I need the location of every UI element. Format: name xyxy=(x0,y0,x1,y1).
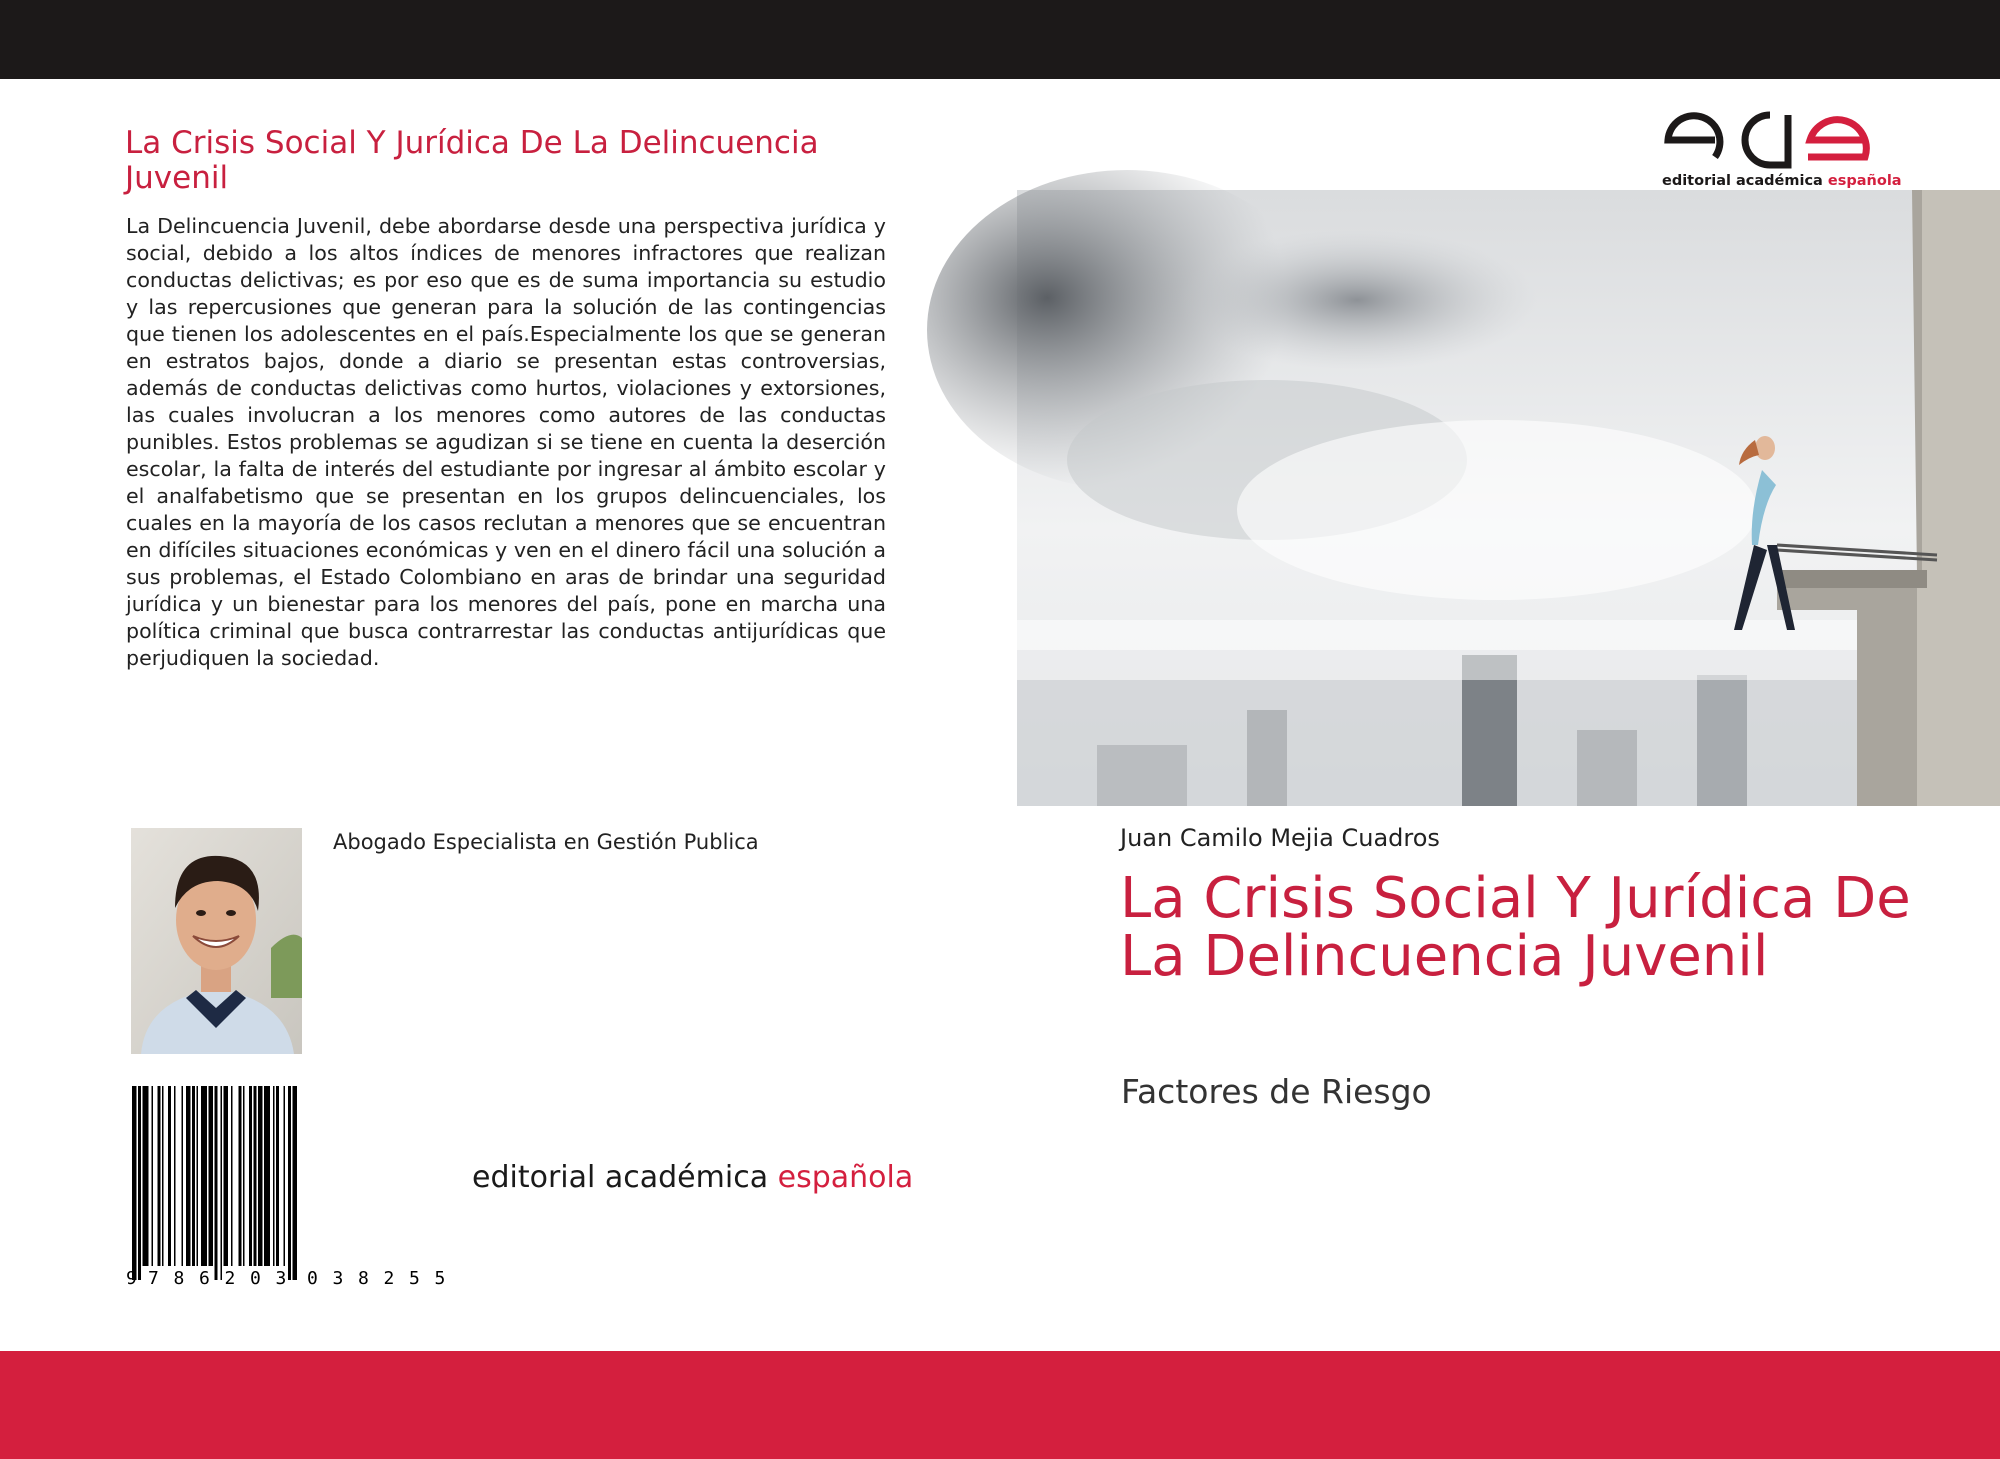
barcode-bar xyxy=(143,1086,149,1266)
barcode-bar xyxy=(249,1086,252,1266)
barcode-bar xyxy=(138,1086,141,1280)
isbn-digit: 5 xyxy=(434,1268,446,1289)
isbn-digit: 5 xyxy=(409,1268,420,1289)
barcode-bar xyxy=(276,1086,279,1266)
isbn-digit: 8 xyxy=(358,1268,369,1289)
barcode-bar xyxy=(264,1086,270,1266)
barcode-bar xyxy=(243,1086,245,1266)
barcode-bar xyxy=(273,1086,275,1266)
barcode-bar xyxy=(197,1086,199,1266)
barcode-bar xyxy=(132,1086,137,1280)
barcode-bar xyxy=(284,1086,286,1266)
barcode-bar xyxy=(231,1086,233,1266)
eae-logo xyxy=(1660,95,1902,190)
publisher-accent: española xyxy=(777,1160,914,1195)
front-author-name: Juan Camilo Mejia Cuadros xyxy=(1120,824,1440,852)
isbn-barcode xyxy=(126,1086,456,1289)
logo-caption-accent: española xyxy=(1827,173,1902,189)
isbn-digit: 3 xyxy=(332,1268,344,1289)
isbn-digit: 0 xyxy=(250,1268,261,1289)
back-cover-title: La Crisis Social Y Jurídica De La Delincuencia Juvenil xyxy=(125,125,819,196)
front-cover-title: La Crisis Social Y Jurídica De La Delincuencia Juvenil xyxy=(1120,866,1911,989)
bottom-bar xyxy=(0,1351,2000,1459)
barcode-bar xyxy=(192,1086,195,1266)
barcode-bar xyxy=(162,1086,164,1266)
barcode-bar xyxy=(254,1086,257,1266)
barcode-bar xyxy=(288,1086,291,1280)
barcode-bar xyxy=(221,1086,223,1280)
barcode-bar xyxy=(158,1086,161,1266)
front-cover-subtitle: Factores de Riesgo xyxy=(1121,1072,1432,1111)
isbn-digit: 7 xyxy=(148,1268,159,1289)
barcode-bar xyxy=(168,1086,171,1266)
barcode-bar xyxy=(201,1086,207,1266)
logo-caption-main: editorial académica xyxy=(1662,173,1823,189)
isbn-digit: 3 xyxy=(275,1268,287,1289)
barcode-bar xyxy=(174,1086,176,1266)
barcode-bar xyxy=(182,1086,184,1266)
isbn-digit: 0 xyxy=(307,1268,318,1289)
isbn-digit: 2 xyxy=(383,1268,395,1289)
publisher-wordmark xyxy=(472,1160,913,1195)
cover-photo xyxy=(1017,190,2000,806)
barcode-bar xyxy=(224,1086,229,1266)
isbn-digit: 6 xyxy=(199,1268,210,1289)
barcode-bar xyxy=(186,1086,191,1266)
svg-text:editorial académica españo xyxy=(1662,173,1902,189)
isbn-digit: 9 xyxy=(126,1268,137,1289)
barcode-bar xyxy=(209,1086,214,1266)
isbn-digit: 8 xyxy=(173,1268,185,1289)
barcode-bar xyxy=(239,1086,242,1266)
author-bio: Abogado Especialista en Gestión Publica xyxy=(333,830,759,854)
author-photo xyxy=(131,828,302,1054)
barcode-bar xyxy=(215,1086,218,1280)
barcode-bar xyxy=(258,1086,263,1266)
barcode-bar xyxy=(293,1086,298,1280)
publisher-main: editorial académica xyxy=(472,1160,769,1195)
back-cover-blurb: La Delincuencia Juvenil, debe abordarse desde una perspectiva jurídica y social, debido a los altos índices de menores infractores que realizan conductas delictivas; es por eso que es de suma importancia su estudio y las repercusiones que generan para la solución de las contingencias que tienen los adolescentes en el país.Especialmente los que se generan en estratos bajos, donde a diario se presentan estas controversias, además de conductas delictivas como hurtos, violaciones y extorsiones, las cuales involucran a los menores como autores de las conductas punibles. Estos problemas se agudizan si se tiene en cuenta la deserción escolar, la falta de interés del estudiante por ingresar al ámbito escolar y el analfabetismo que se presentan en los grupos delincuenciales, los cuales en la mayoría de los casos reclutan a menores que se encuentran en difíciles situaciones económicas y ven en el dinero fácil una solución a sus problemas, el Estado Colombiano en aras de brindar una seguridad jurídica y un bienestar para los menores del país, pone en marcha una política criminal que busca contrarrestar las conductas antijurídicas que perjudiquen la sociedad. xyxy=(126,214,886,670)
isbn-digit: 2 xyxy=(224,1268,236,1289)
barcode-bar xyxy=(152,1086,154,1266)
top-bar xyxy=(0,0,2000,79)
